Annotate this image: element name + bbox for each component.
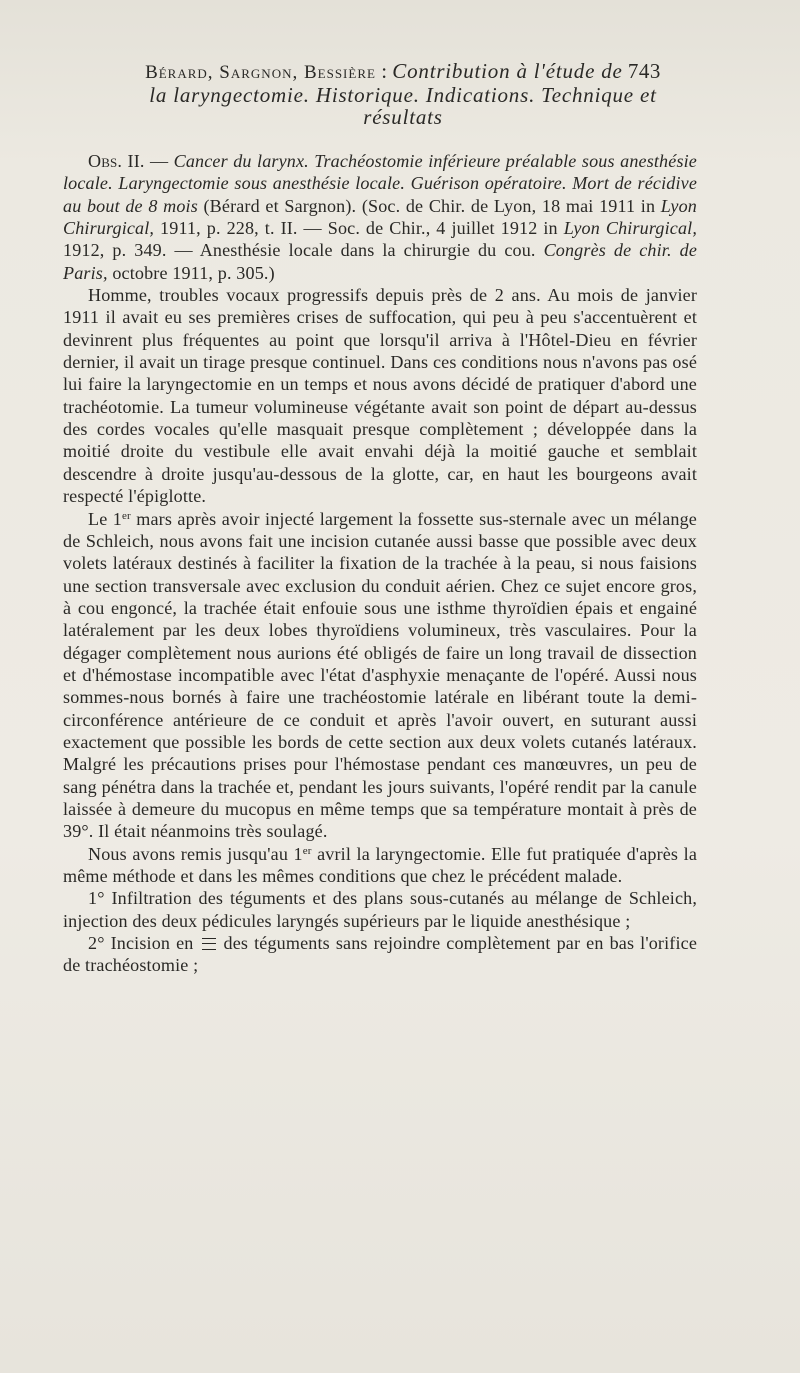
article-body (63, 150, 697, 977)
list-item (63, 932, 697, 977)
header-separator: : (375, 59, 393, 83)
obs-ref-journal-1: Lyon Chirurgical, (63, 195, 697, 239)
p3-text: avril la laryngectomie. Elle fut pratiquée d'après la même méthode et dans les mêmes conditions que chez le précédent malade. (63, 843, 697, 886)
obs-dash: — (144, 151, 174, 171)
obs-title: Cancer du larynx. Trachéostomie inférieure préalable sous anesthésie locale. Laryngectomie sous anesthésie locale. Guérison opératoire. Mort de récidive au bout de 8 mois (63, 151, 697, 216)
header-line-1 (62, 60, 744, 84)
paragraph-1: Homme, troubles vocaux progressifs depuis près de 2 ans. Au mois de janvier 1911 il avait eu ses premières crises de suffocation, qui peu à peu s'accentuèrent et devinrent plus fréquentes au point que lorsqu'il arriva à l'Hôtel-Dieu en février dernier, il avait un tirage presque continuel. Dans ces conditions nous n'avons pas osé lui faire la laryngectomie en un temps et nous avons décidé de pratiquer d'abord une trachéotomie. La tumeur volumineuse végétante avait son point de départ au-dessus des cordes vocales qu'elle masquait presque complètement ; développée dans la moitié droite du vestibule elle avait envahi déjà la moitié gauche et semblait descendre à droite jusqu'au-dessous de la glotte, car, en haut les bourgeons avait respecté l'épiglotte. (63, 285, 697, 507)
header-line-2: la laryngectomie. Historique. Indications. Technique et (149, 83, 657, 107)
obs-ref-congress: Congrès de chir. de Paris, (63, 240, 698, 283)
obs-label: Obs. II. (88, 151, 145, 171)
p2-text: mars après avoir injecté largement la fossette sus-sternale avec un mélange de Schleich, nous avons fait une incision cutanée aussi basse que possible avec deux volets latéraux destinés à faciliter la fixation de la trachée à la peau, si nous faisions une section transversale avec exclusion du conduit aérien. Chez ce sujet encore gros, à cou engoncé, la trachée était enfouie sous une isthme thyroïdien épais et engainé latéralement par les deux lobes thyroïdiens volumineux, très vasculaires. Pour la dégager complètement nous aurions été obligés de faire un long travail de dissection et d'hémostase incompatible avec l'état d'asphyxie menaçante de l'opéré. Aussi nous sommes-nous bornés à faire une trachéostomie latérale en libérant toute la demi-circonférence antérieure de ce conduit et après l'avoir ouvert, en suturant aussi exactement que possible les bords de cette section aux deux volets cutanés latéraux. Malgré les précautions prises pour l'hémostase pendant ces manœuvres, un peu de sang pénétra dans la trachée et, pendant les jours suivants, l'opéré rendit par la canule laissée à demeure du mucopus en même temps que sa température montait à près de 39°. Il était néanmoins très soulagé. (63, 508, 697, 842)
obs-ref-7: octobre 1911, p. 305.) (107, 262, 275, 283)
obs-ref-5: 1912, p. 349. — Anesthésie locale dans la chirurgie du cou. (63, 240, 544, 261)
obs-ref-1: (Bérard et Sargnon). (Soc. de Chir. de Lyon, 18 mai 1911 in (197, 195, 661, 216)
incision-shape-icon (202, 938, 216, 950)
item-text: Infiltration des téguments et des plans sous-cutanés au mélange de Schleich, injection des deux pédicules laryngés supérieurs par le liquide anesthésique ; (63, 888, 697, 931)
observation-heading (63, 150, 697, 284)
p2-start: Le 1 (88, 508, 122, 529)
obs-ref-journal-2: Lyon Chirurgical, (563, 218, 697, 239)
item-number: 1° (88, 888, 105, 909)
running-header (62, 60, 744, 128)
header-authors: Bérard, Sargnon, Bessière (145, 62, 376, 83)
procedure-list (63, 887, 697, 976)
list-item (63, 887, 697, 932)
page-number: 743 (627, 59, 661, 83)
header-title: Contribution à l'étude de (392, 59, 623, 83)
p3-superscript: er (302, 844, 312, 857)
item-text-end: des téguments sans rejoindre complètement par en bas l'orifice de trachéostomie ; (63, 933, 697, 976)
item-number: 2° (88, 933, 105, 954)
item-text-start: Incision en (104, 933, 200, 954)
paragraph-3 (63, 843, 697, 888)
paragraph-2 (63, 508, 697, 843)
p2-superscript: er (121, 509, 131, 522)
obs-ref-3: 1911, p. 228, t. II. — Soc. de Chir., 4 juillet 1912 in (154, 218, 564, 239)
p3-start: Nous avons remis jusqu'au 1 (88, 843, 303, 864)
header-line-3: résultats (363, 105, 443, 129)
